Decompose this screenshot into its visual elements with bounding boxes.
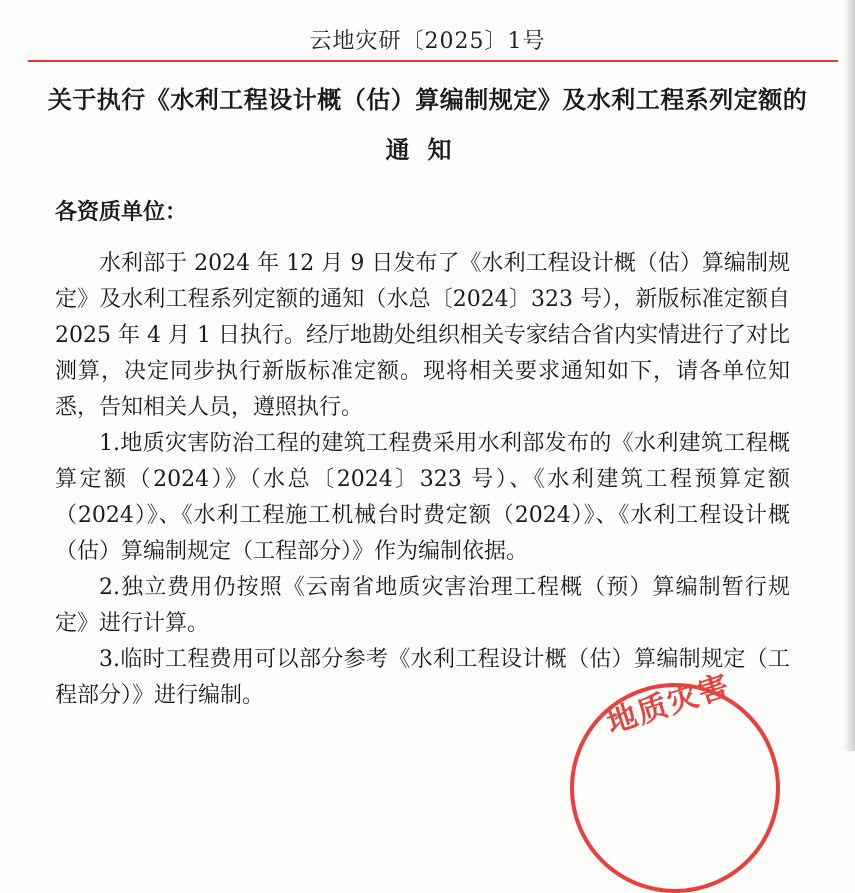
notice-title: 关于执行《水利工程设计概（估）算编制规定》及水利工程系列定额的 bbox=[47, 86, 808, 114]
paragraph-intro: 水利部于 2024 年 12 月 9 日发布了《水利工程设计概（估）算编制规定》及水利工程系列定额的通知（水总〔2024〕323 号），新版标准定额自 2025 年 4 月 1 日执行。经厅地勘处组织相关专家结合省内实情进行了对比测算，决定同步执行新版标准定额。现将相关要求通知如下，请各单位知悉，告知相关人员，遵照执行。 bbox=[55, 251, 790, 420]
page-edge-shadow bbox=[843, 0, 855, 751]
document-number: 云地灾研〔2025〕1号 bbox=[309, 29, 546, 54]
notice-body bbox=[55, 246, 790, 714]
notice-title-subline: 通知 bbox=[385, 136, 470, 164]
paragraph-item-1: 1.地质灾害防治工程的建筑工程费采用水利部发布的《水利建筑工程概算定额（2024）》（水总〔2024〕323 号）、《水利建筑工程预算定额（2024）》、《水利工程施工机械台时费定额（2024）》、《水利工程设计概（估）算编制规定（工程部分）》作为编制依据。 bbox=[55, 431, 790, 564]
paragraph-item-3: 3.临时工程费用可以部分参考《水利工程设计概（估）算编制规定（工程部分）》进行编制。 bbox=[55, 647, 790, 708]
paragraph-item-2: 2.独立费用仍按照《云南省地质灾害治理工程概（预）算编制暂行规定》进行计算。 bbox=[55, 575, 790, 636]
seal-lettering: 地质灾害 bbox=[602, 668, 736, 741]
red-header-rule bbox=[28, 60, 838, 62]
salutation: 各资质单位： bbox=[55, 200, 188, 225]
